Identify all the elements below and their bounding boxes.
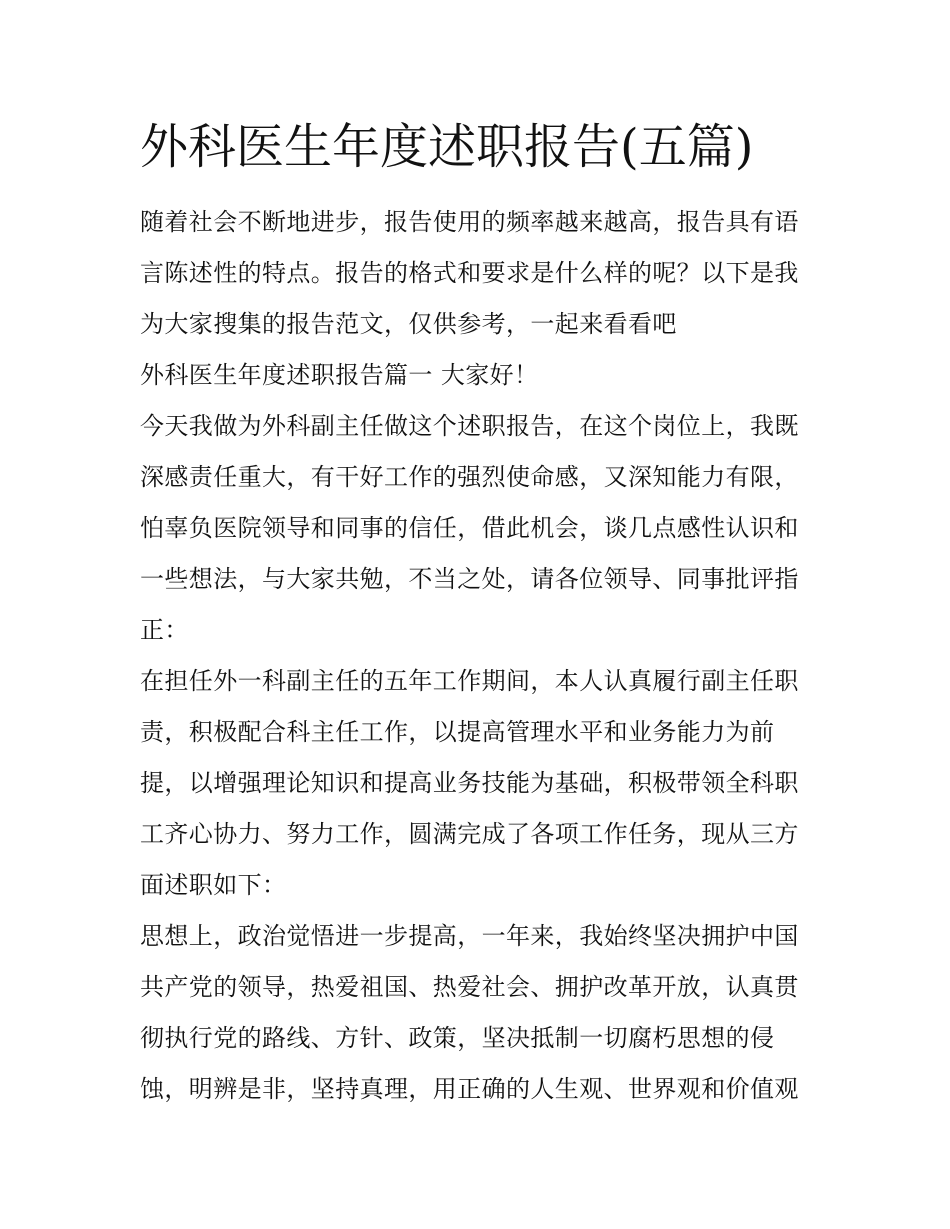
body-line: 一些想法，与大家共勉，不当之处，请各位领导、同事批评指 bbox=[140, 565, 799, 593]
body-line: 今天我做为外科副主任做这个述职报告，在这个岗位上，我既 bbox=[140, 412, 799, 440]
body-line: 工齐心协力、努力工作，圆满完成了各项工作任务，现从三方 bbox=[140, 820, 799, 848]
body-line: 随着社会不断地进步，报告使用的频率越来越高，报告具有语 bbox=[140, 208, 799, 236]
body-line: 言陈述性的特点。报告的格式和要求是什么样的呢？以下是我 bbox=[140, 259, 799, 287]
body-line: 责，积极配合科主任工作，以提高管理水平和业务能力为前 bbox=[140, 718, 775, 746]
document-body bbox=[140, 197, 820, 1115]
section-heading-line: 外科医生年度述职报告篇一 大家好！ bbox=[140, 361, 539, 389]
body-line: 思想上，政治觉悟进一步提高，一年来，我始终坚决拥护中国 bbox=[140, 922, 799, 950]
document-title: 外科医生年度述职报告(五篇) bbox=[140, 119, 754, 175]
body-line: 蚀，明辨是非，坚持真理，用正确的人生观、世界观和价值观 bbox=[140, 1075, 799, 1103]
body-line: 共产党的领导，热爱祖国、热爱社会、拥护改革开放，认真贯 bbox=[140, 973, 799, 1001]
body-line: 面述职如下： bbox=[140, 871, 287, 899]
body-line: 提，以增强理论知识和提高业务技能为基础，积极带领全科职 bbox=[140, 769, 799, 797]
body-line: 深感责任重大，有干好工作的强烈使命感，又深知能力有限， bbox=[140, 463, 799, 491]
body-line: 正： bbox=[140, 616, 189, 644]
body-line: 怕辜负医院领导和同事的信任，借此机会，谈几点感性认识和 bbox=[140, 514, 799, 542]
body-line: 在担任外一科副主任的五年工作期间，本人认真履行副主任职 bbox=[140, 667, 799, 695]
body-line: 为大家搜集的报告范文，仅供参考，一起来看看吧 bbox=[140, 310, 677, 338]
body-line: 彻执行党的路线、方针、政策，坚决抵制一切腐朽思想的侵 bbox=[140, 1024, 775, 1052]
